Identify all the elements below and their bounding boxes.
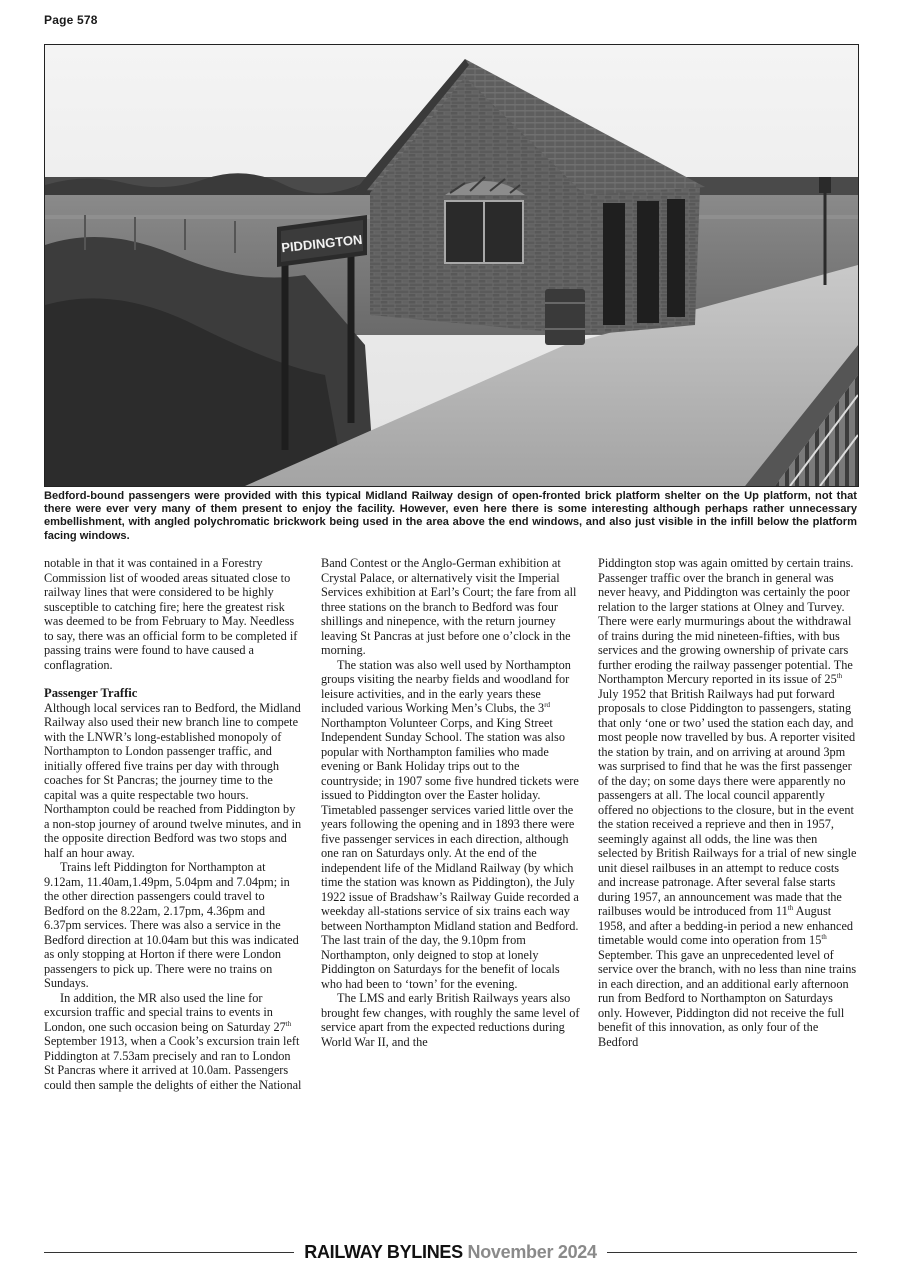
article-column-1 — [44, 556, 303, 1234]
station-shelter-photo — [44, 44, 859, 487]
section-heading: Passenger Traffic — [44, 686, 138, 700]
paragraph: In addition, the MR also used the line for excursion traffic and special trains to events in London, one such occasion being on Saturday 27th September 1913, when a Cook’s excursion train left Piddington at 7.53am precisely and ran to London St Pancras where it arrived at 10.0am. Passengers could then sample the delights of either the National — [44, 990, 302, 1092]
magazine-title: RAILWAY BYLINES — [304, 1241, 463, 1262]
photo-illustration — [45, 45, 858, 486]
page-number: Page 578 — [44, 13, 98, 27]
photo-caption: Bedford-bound passengers were provided with this typical Midland Railway design of open-fronted brick platform shelter on the Up platform, not that there were ever very many of them present to enjoy the facility. However, even here there is some interesting although perhaps rather unnecessary embellishment, with angled polychromatic brickwork being used in the area above the end windows, and also just visible in the infill below the platform facing windows. — [44, 490, 857, 542]
issue-date: November 2024 — [467, 1241, 597, 1262]
article-column-3 — [598, 556, 857, 1234]
paragraph: Although local services ran to Bedford, the Midland Railway also used their new branch line to compete with the LNWR’s long-established monopoly of Northampton to London passenger traffic, and initially offered five trains per day with through coaches for St Pancras; the journey time to the capital was a quite respectable two hours. Northampton could be reached from Piddington by a non-stop journey of around twelve minutes, and in the opposite direction Bedford was two stops and half an hour away. — [44, 700, 302, 860]
paragraph: Trains left Piddington for Northampton at 9.12am, 11.40am,1.49pm, 5.04pm and 7.04pm; in the other direction passengers could travel to Bedford on the 8.22am, 2.17pm, 4.36pm and 6.37pm services. There was also a service in the Bedford direction at 10.04am but this was indicated as only stopping at Horton if there were London passengers to pick up. There were no trains on Sundays. — [44, 860, 299, 990]
paragraph: The LMS and early British Railways years also brought few changes, with roughly the same level of service apart from the expected reductions during World War II, and the — [321, 991, 580, 1049]
paragraph: The station was also well used by Northampton groups visiting the nearby fields and woodland for leisure activities, and in the early years these included various Working Men’s Clubs, the 3rd Northampton Volunteer Corps, and King Street Independent Sunday School. The station was also popular with Northampton families who made evening or Bank Holiday trips out to the countryside; in 1907 some five hundred tickets were issued to Piddington over the Easter holiday. Timetabled passenger services varied little over the years following the opening and in 1893 there were five passenger services in each direction, although one ran on Saturdays only. At the end of the independent life of the Midland Railway (by which time the station was known as Piddington), the July 1922 issue of Bradshaw’s Railway Guide recorded a weekday all-stations service of six trains each way between Northampton Midland station and Bedford. The last train of the day, the 9.10pm from Northampton, only deigned to stop at lonely Piddington on Saturdays for the benefit of locals who had been to ‘town’ for the evening. — [321, 657, 579, 991]
article-body — [44, 556, 857, 1234]
article-column-2 — [321, 556, 580, 1234]
footer-rule-right — [607, 1252, 857, 1253]
footer-rule-left — [44, 1252, 294, 1253]
paragraph: Band Contest or the Anglo-German exhibition at Crystal Palace, or alternatively visit the Imperial Services exhibition at Earl’s Court; the fare from all three stations on the branch to Bedford was four shillings and ninepence, with the return journey leaving St Pancras at just before one o’clock in the morning. — [321, 556, 577, 657]
sign-text: PIDDINGTON — [280, 231, 364, 256]
paragraph: notable in that it was contained in a Forestry Commission list of wooded areas situated close to railway lines that were considered to be highly susceptible to catching fire; here the greatest risk was deemed to be from February to May. Needless to say, there was an official form to be completed if passing trains were found to have caused a conflagration. — [44, 556, 298, 672]
paragraph: Piddington stop was again omitted by certain trains. Passenger traffic over the branch in general was never heavy, and Piddington was certainly the poor relation to the larger stations at Olney and Turvey. There were early murmurings about the withdrawal of trains during the mid nineteen-fifties, with bus services and the growing ownership of private cars further eroding the railway passenger potential. The Northampton Mercury reported in its issue of 25th July 1952 that British Railways had put forward proposals to close Piddington to passengers, stating that only ‘one or two’ used the station each day, and most people now travelled by bus. A reporter visited the station by train, and on arriving at around 3pm was surprised to find that he was the first passenger of the day; on some days there were apparently no passengers at all. The local council apparently offered no objections to the closure, but in the event the station received a reprieve and then in 1957, seemingly against all odds, the line was then selected by British Railways for a trial of new single unit diesel railbuses in an attempt to reduce costs and increase patronage. After several false starts during 1957, an announcement was made that the railbuses would be introduced from 11th August 1958, and after a bedding-in period a new enhanced timetable would come into operation from 15th September. This gave an unprecedented level of service over the branch, with no less than nine trains in each direction, and an additional early afternoon run from Bedford to Northampton on Saturdays only. However, Piddington did not receive the full benefit of this innovation, as only four of the Bedford — [598, 556, 857, 1049]
page-footer — [44, 1241, 857, 1263]
footer-masthead — [294, 1242, 606, 1263]
